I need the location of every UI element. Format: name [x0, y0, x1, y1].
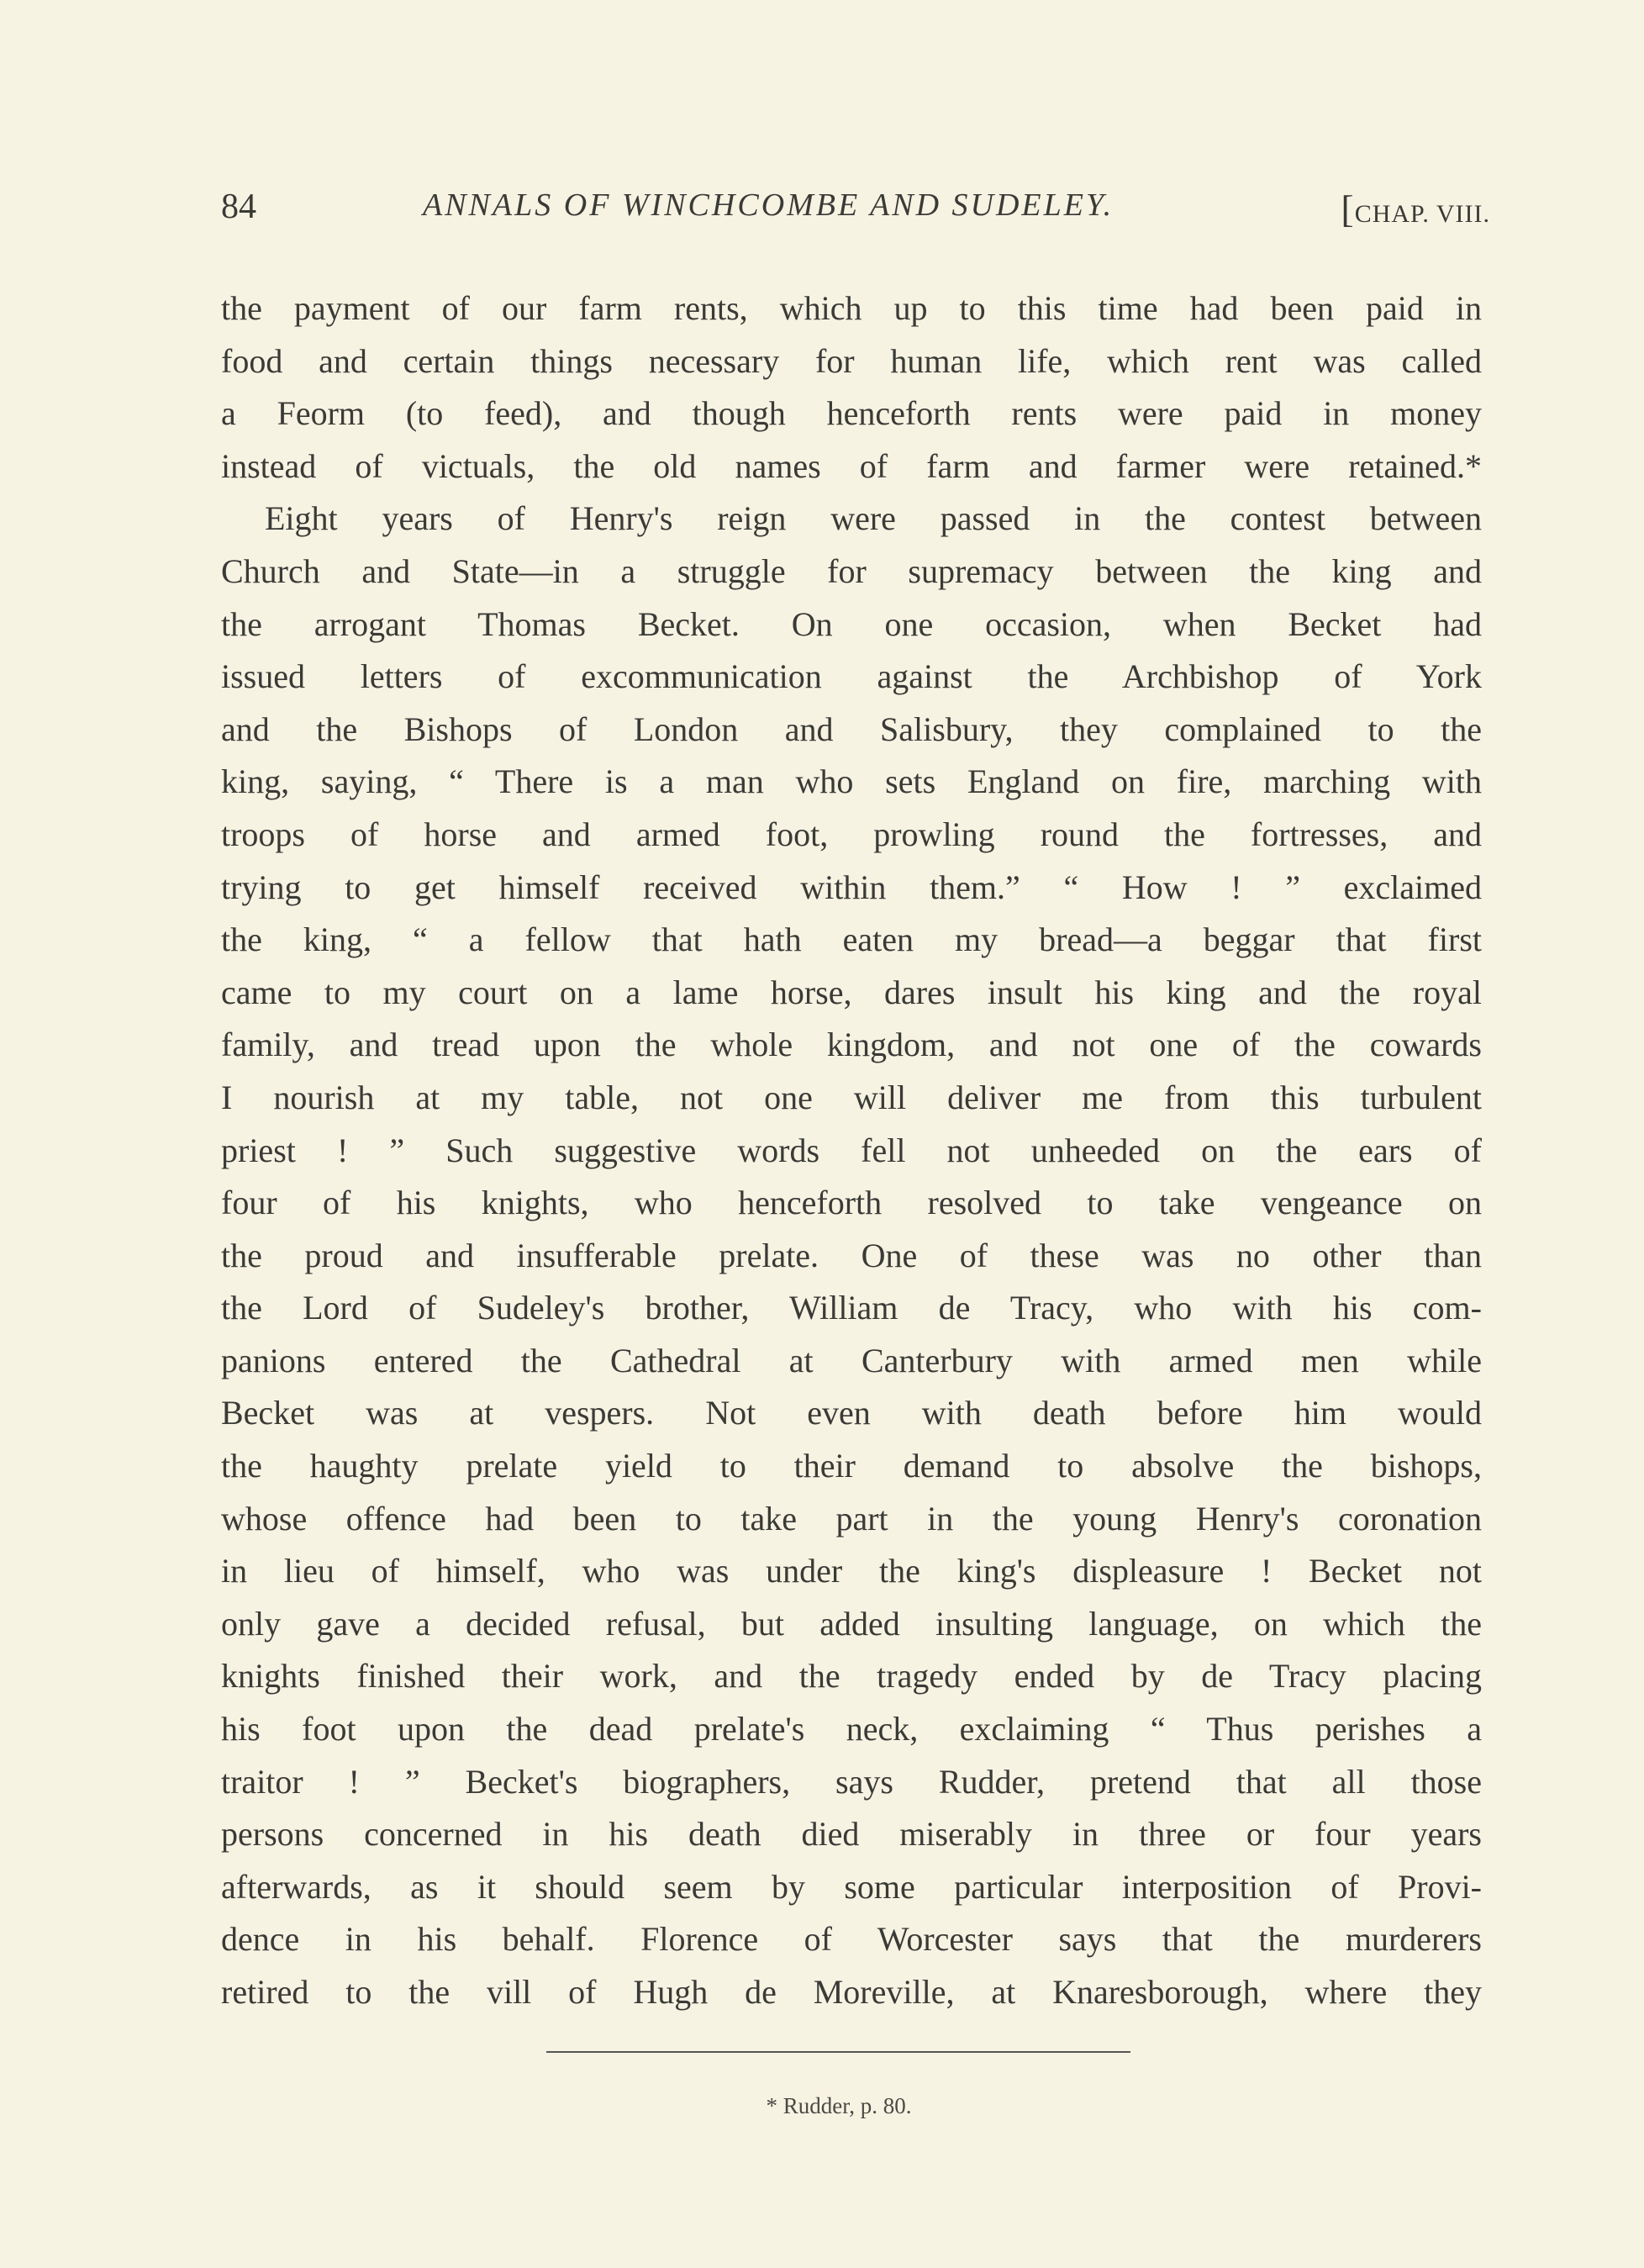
text-line: troops of horse and armed foot, prowling round the fortresses, and — [221, 815, 1482, 853]
text-line: panions entered the Cathedral at Canterbury with armed men while — [221, 1341, 1482, 1379]
text-line: whose offence had been to take part in the young Henry's coronation — [221, 1499, 1482, 1537]
text-line: a Feorm (to feed), and though henceforth rents were paid in money — [221, 394, 1482, 433]
chapter-number: CHAP. VIII. — [1354, 200, 1490, 228]
text-line: I nourish at my table, not one will deliver me from this turbulent — [221, 1078, 1482, 1116]
text-line: afterwards, as it should seem by some particular interposition of Provi- — [221, 1867, 1482, 1906]
text-line: the arrogant Thomas Becket. On one occasion, when Becket had — [221, 604, 1482, 643]
text-line: the Lord of Sudeley's brother, William de Tracy, who with his com- — [221, 1289, 1482, 1327]
running-header — [221, 187, 1490, 237]
text-line: and the Bishops of London and Salisbury, they complained to the — [221, 709, 1482, 748]
text-line: dence in his behalf. Florence of Worcester says that the murderers — [221, 1920, 1482, 1959]
text-line: the king, “ a fellow that hath eaten my bread—a beggar that first — [221, 920, 1482, 959]
page-number: 84 — [221, 187, 256, 226]
text-line: came to my court on a lame horse, dares insult his king and the royal — [221, 973, 1482, 1011]
text-line: instead of victuals, the old names of farm and farmer were retained.* — [221, 446, 1482, 485]
footnote-rule — [546, 2051, 1130, 2053]
text-line: the proud and insufferable prelate. One of these was no other than — [221, 1236, 1482, 1274]
text-line: Eight years of Henry's reign were passed in the contest between — [265, 499, 1482, 538]
text-line: king, saying, “ There is a man who sets England on fire, marching with — [221, 762, 1482, 801]
text-line: food and certain things necessary for human life, which rent was called — [221, 341, 1482, 380]
text-line: only gave a decided refusal, but added insulting language, on which the — [221, 1604, 1482, 1643]
text-line: Church and State—in a struggle for supremacy between the king and — [221, 551, 1482, 590]
chapter-label — [1341, 187, 1490, 231]
text-line: in lieu of himself, who was under the king's displeasure ! Becket not — [221, 1552, 1482, 1590]
text-line: retired to the vill of Hugh de Moreville, at Knaresborough, where they — [221, 1973, 1482, 2011]
text-line: the payment of our farm rents, which up to this time had been paid in — [221, 289, 1482, 327]
text-line: his foot upon the dead prelate's neck, exclaiming “ Thus perishes a — [221, 1710, 1482, 1748]
running-title: ANNALS OF WINCHCOMBE AND SUDELEY. — [423, 187, 1114, 223]
text-line: Becket was at vespers. Not even with death before him would — [221, 1394, 1482, 1432]
text-line: trying to get himself received within them.” “ How ! ” exclaimed — [221, 868, 1482, 906]
text-line: issued letters of excommunication against the Archbishop of York — [221, 657, 1482, 696]
text-line: traitor ! ” Becket's biographers, says Rudder, pretend that all those — [221, 1762, 1482, 1801]
text-line: knights finished their work, and the tragedy ended by de Tracy placing — [221, 1657, 1482, 1696]
body-text — [221, 282, 1482, 2019]
text-line: family, and tread upon the whole kingdom, and not one of the cowards — [221, 1026, 1482, 1064]
footnote: * Rudder, p. 80. — [766, 2093, 912, 2118]
text-line: persons concerned in his death died miserably in three or four years — [221, 1815, 1482, 1854]
text-line: the haughty prelate yield to their demand to absolve the bishops, — [221, 1447, 1482, 1485]
text-line: four of his knights, who henceforth resolved to take vengeance on — [221, 1184, 1482, 1222]
text-line: priest ! ” Such suggestive words fell not unheeded on the ears of — [221, 1131, 1482, 1169]
chapter-bracket: [ — [1341, 187, 1355, 230]
